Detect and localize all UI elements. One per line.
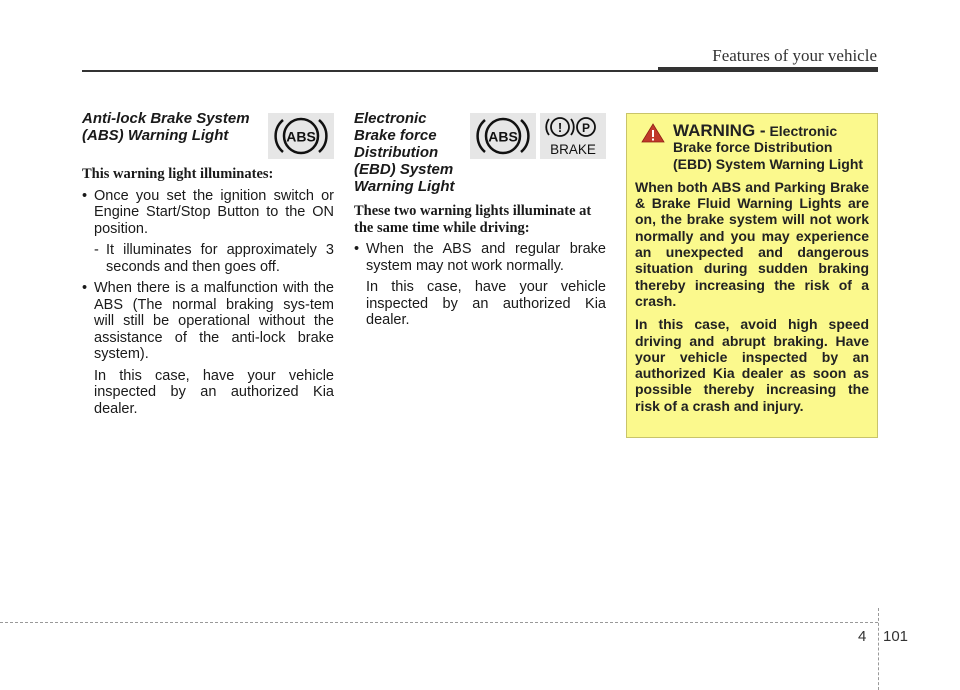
- footer-rule: [0, 622, 878, 623]
- footer-divider: [878, 608, 879, 690]
- abs-icon-label: ABS: [488, 128, 518, 145]
- page-number: 101: [883, 628, 909, 645]
- abs-subheading: This warning light illuminates:: [82, 166, 274, 182]
- brake-exclaim: !: [557, 120, 563, 135]
- warning-heading: [635, 123, 869, 172]
- warning-paragraph-1: When both ABS and Parking Brake & Brake Fluid Warning Lights are on, the brake system will not work normally and you may experience an unexpected and dangerous situation during sudden braking thereby increasing the risk of a crash.: [635, 178, 869, 309]
- dash-mark: -: [94, 242, 99, 258]
- ebd-section-title: Electronic Brake force Distribution (EBD) System Warning Light: [354, 110, 455, 195]
- abs-warning-icon-graphic: [474, 115, 532, 157]
- ebd-subheading: These two warning lights illuminate at the same time while driving:: [354, 203, 592, 236]
- ebd-warning-box: [626, 113, 878, 438]
- chapter-number: 4: [858, 628, 867, 645]
- abs-bullet-ignition-detail: [82, 242, 334, 275]
- warning-title: Electronic Brake force Distribution (EBD) System Warning Light: [673, 123, 864, 172]
- warning-label: WARNING -: [673, 121, 766, 140]
- brake-warning-icon: [540, 113, 606, 159]
- header-rule: [82, 70, 878, 72]
- ebd-dealer-note: In this case, have your vehicle inspected by an authorized Kia dealer.: [366, 279, 606, 328]
- abs-warning-icon: [268, 113, 334, 159]
- abs-warning-icon-graphic: [272, 115, 330, 157]
- abs-bullet-ignition-detail-text: It illuminates for approximately 3 seconds and then goes off.: [106, 242, 334, 275]
- ebd-bullet-abs-brake: • When the ABS and regular brake system may not work normally.: [354, 241, 606, 274]
- warning-triangle-icon: [641, 123, 665, 143]
- abs-bullet-ignition: • Once you set the ignition switch or Engine Start/Stop Button to the ON position.: [82, 188, 334, 238]
- abs-bullet-malfunction: • When there is a malfunction with the ABS (The normal braking sys-tem will still be operational without the assistance of the anti-lock brake system).: [82, 280, 334, 363]
- abs-icon-label: ABS: [286, 128, 316, 145]
- abs-warning-icon-ebd: [470, 113, 536, 159]
- warning-paragraph-2: In this case, avoid high speed driving and abrupt braking. Have your vehicle inspected by an authorized Kia dealer as soon as possible thereby increasing the risk of a crash and injury.: [635, 316, 869, 414]
- brake-warning-icon-graphic: [542, 114, 604, 158]
- brake-label: BRAKE: [550, 142, 596, 157]
- abs-dealer-note: In this case, have your vehicle inspected by an authorized Kia dealer.: [94, 367, 334, 417]
- abs-section-title: Anti-lock Brake System (ABS) Warning Light: [82, 110, 250, 144]
- page-header-title: Features of your vehicle: [712, 46, 877, 65]
- parking-p: P: [581, 121, 591, 135]
